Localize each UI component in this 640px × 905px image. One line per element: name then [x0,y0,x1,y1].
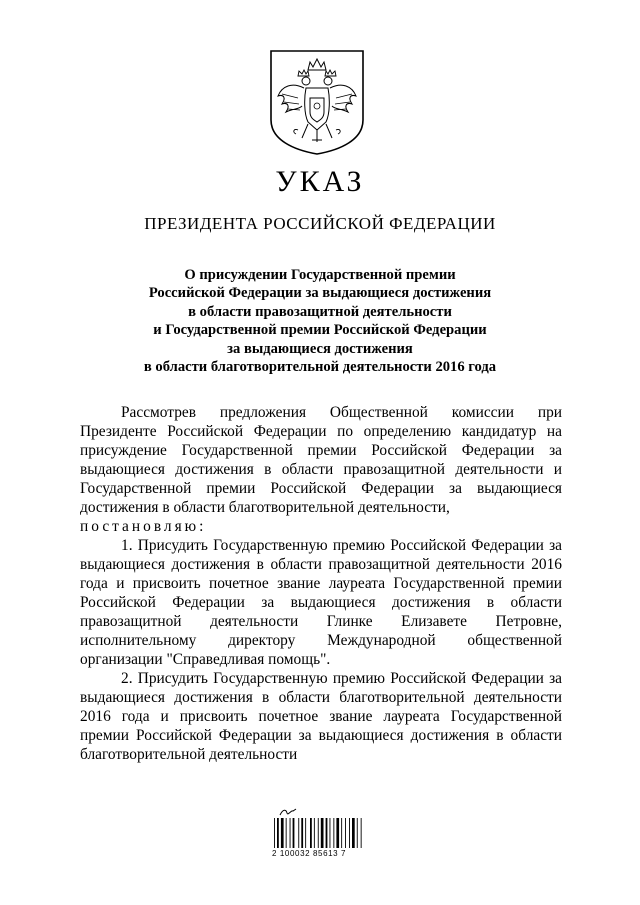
item-paragraph-1: 1. Присудить Государственную премию Российской Федерации за выдающиеся достижения в области правозащитной деятельности 2016 года и присвоить почетное звание лауреата Государственной премии Российской Федерации за выдающиеся достижения в области правозащитной деятельности Глинке Елизавете Петровне, исполнительному директору Международной общественной организации "Справедливая помощь". [80,537,562,668]
barcode-block [272,807,376,858]
document-subtitle: ПРЕЗИДЕНТА РОССИЙСКОЙ ФЕДЕРАЦИИ [144,214,496,233]
barcode-bar [361,818,362,848]
barcode-bar [318,818,319,848]
heading-line: за выдающиеся достижения [227,340,413,357]
barcode-bar [336,818,339,848]
heading-line: Российской Федерации за выдающиеся достижения [148,285,492,302]
barcode-number: 2 100032 85613 7 [272,849,347,858]
heading-line: и Государственной премии Российской Федерации [153,322,487,339]
barcode-bar [326,818,328,848]
barcode-bar [293,818,295,848]
barcode-bar [274,818,275,848]
barcode-bar [349,818,350,848]
barcode-bar [352,818,355,848]
barcode-bar [298,818,299,848]
heading-line: в области правозащитной деятельности [188,303,452,320]
barcode-bar [321,818,324,848]
intro-paragraph: Рассмотрев предложения Общественной комиссии при Президенте Российской Федерации по определению кандидатур на присуждение Государственной премии Российской Федерации за выдающиеся достижения в области правозащитной деятельности и Государственной премии Российской Федерации за выдающиеся достижения в области благотворительной деятельности, [80,404,562,516]
item-paragraph-2: 2. Присудить Государственную премию Российской Федерации за выдающиеся достижения в области благотворительной деятельности 2016 года и присвоить почетное звание лауреата Государственной премии Российской Федерации за выдающиеся достижения в области благотворительной деятельности [80,670,562,763]
barcode-bar [341,818,342,848]
barcode-bar [314,818,315,848]
barcode-bar [281,818,284,848]
heading-line: О присуждении Государственной премии [184,267,456,283]
document-title: УКАЗ [275,165,365,198]
barcode-bar [277,818,279,848]
barcode-bar [345,818,346,848]
barcode-bar [357,818,358,848]
russian-coat-of-arms-icon [268,48,366,156]
decree-body [80,403,562,764]
barcode-bar [301,818,303,848]
barcode-bar [286,818,287,848]
barcode-bar [333,818,334,848]
barcode-bar [330,818,331,848]
barcode-bar [305,818,306,848]
heading-line: в области благотворительной деятельности 2016 года [143,359,497,376]
decree-heading [80,266,560,376]
barcode-icon [272,818,372,848]
barcode-bar [310,818,312,848]
barcode-bar [290,818,291,848]
signature-mark-icon [278,807,298,817]
decree-word: постановляю: [80,518,207,535]
